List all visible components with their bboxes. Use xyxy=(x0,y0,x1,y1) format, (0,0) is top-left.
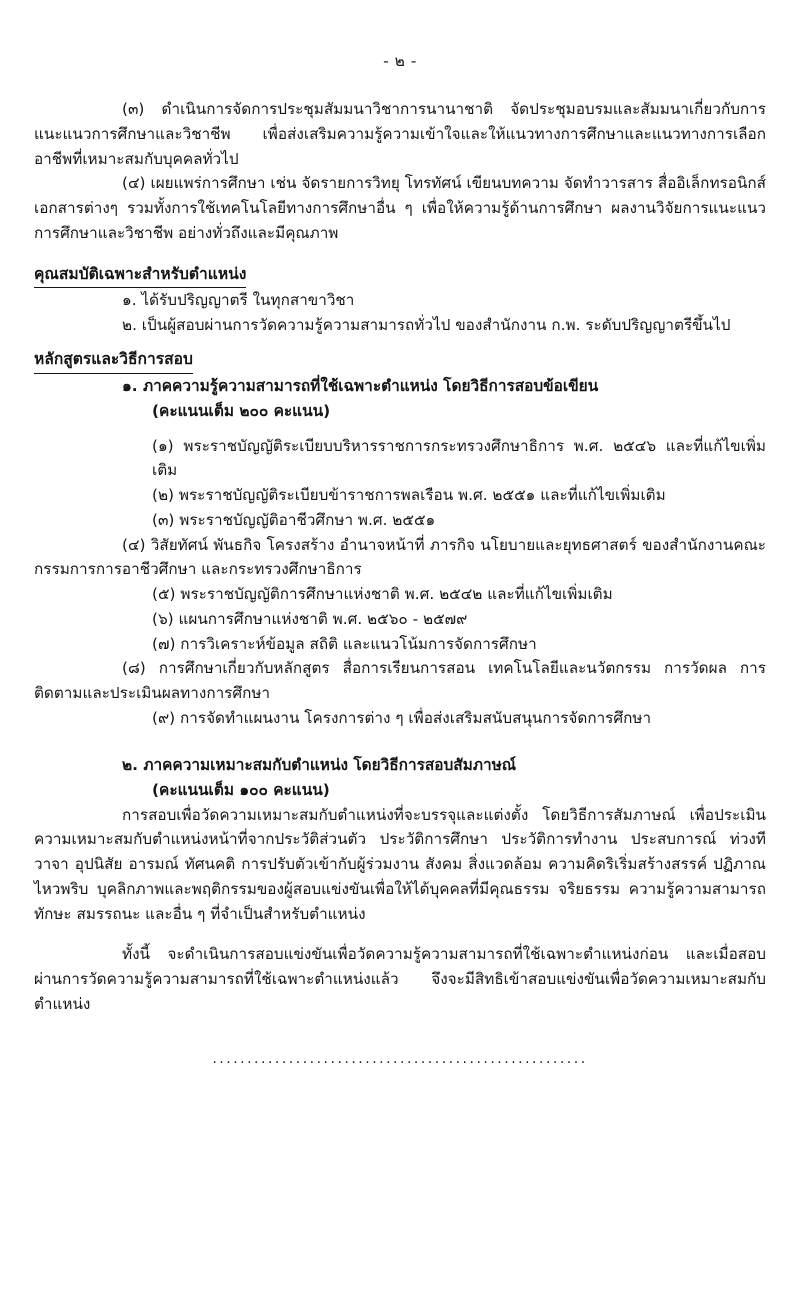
spacer xyxy=(34,337,766,347)
part2-body: การสอบเพื่อวัดความเหมาะสมกับตำแหน่งที่จะบรรจุและแต่งตั้ง โดยวิธีการสัมภาษณ์ เพื่อประเมินความเหมาะสมกับตำแหน่งหน้าที่จากประวัติส่วนตัว ประวัติการศึกษา ประวัติการทำงาน ประสบการณ์ ท่วงทีวาจา อุปนิสัย อารมณ์ ทัศนคติ การปรับตัวเข้ากับผู้ร่วมงาน สังคม สิ่งแวดล้อม ความคิดริเริ่มสร้างสรรค์ ปฏิภาณไหวพริบ บุคลิกภาพและพฤติกรรมของผู้สอบแข่งขันเพื่อให้ได้บุคคลที่มีคุณธรรม จริยธรรม ความรู้ความสามารถ ทักษะ สมรรถนะ และอื่น ๆ ที่จำเป็นสำหรับตำแหน่ง xyxy=(34,805,766,923)
part1-item: (๖) แผนการศึกษาแห่งชาติ พ.ศ. ๒๕๖๐ - ๒๕๗๙ xyxy=(152,609,468,628)
qualification-item-1: ๑. ได้รับปริญญาตรี ในทุกสาขาวิชา xyxy=(122,290,355,309)
page-number: - ๒ - xyxy=(383,52,417,70)
footer-separator: ...................................................... xyxy=(212,1050,588,1067)
part1-item: (๕) พระราชบัญญัติการศึกษาแห่งชาติ พ.ศ. ๒๕๔๒ และที่แก้ไขเพิ่มเติม xyxy=(152,585,613,604)
part1-item: (๘) การศึกษาเกี่ยวกับหลักสูตร สื่อการเรียนการสอน เทคโนโลยีและนวัตกรรม การวัดผล การติดตามและประเมินผลทางการศึกษา xyxy=(34,659,766,703)
part1-item: (๙) การจัดทำแผนงาน โครงการต่าง ๆ เพื่อส่งเสริมสนับสนุนการจัดการศึกษา xyxy=(152,708,652,727)
part1-item: (๑) พระราชบัญญัติระเบียบบริหารราชการกระทรวงศึกษาธิการ พ.ศ. ๒๕๔๖ และที่แก้ไขเพิ่มเติม xyxy=(152,436,766,480)
paragraph-item-4: (๔) เผยแพร่การศึกษา เช่น จัดรายการวิทยุ โทรทัศน์ เขียนบทความ จัดทำวารสาร สื่ออิเล็กทรอนิกส์ เอกสารต่างๆ รวมทั้งการใช้เทคโนโลยีทางการศึกษาอื่น ๆ เพื่อให้ความรู้ด้านการศึกษา ผลงานวิจัยการแนะแนวการศึกษาและวิชาชีพ อย่างทั่วถึงและมีคุณภาพ xyxy=(34,174,766,242)
closing-paragraph: ทั้งนี้ จะดำเนินการสอบแข่งขันเพื่อวัดความรู้ความสามารถที่ใช้เฉพาะตำแหน่งก่อน และเมื่อสอบผ่านการวัดความรู้ความสามารถที่ใช้เฉพาะตำแหน่งแล้ว จึงจะมีสิทธิเข้าสอบแข่งขันเพื่อวัดความเหมาะสมกับตำแหน่ง xyxy=(34,945,766,1013)
spacer xyxy=(34,424,766,434)
qualification-item-2: ๒. เป็นผู้สอบผ่านการวัดความรู้ความสามารถทั่วไป ของสำนักงาน ก.พ. ระดับปริญญาตรีขึ้นไป xyxy=(122,315,731,334)
paragraph-item-3: (๓) ดำเนินการจัดการประชุมสัมมนาวิชาการนานาชาติ จัดประชุมอบรมและสัมมนาเกี่ยวกับการแนะแนวการศึกษาและวิชาชีพ เพื่อส่งเสริมความรู้ความเข้าใจและให้แนวทางการศึกษาและแนวทางการเลือกอาชีพที่เหมาะสมกับบุคคลทั่วไป xyxy=(34,100,766,168)
section-heading-qualifications xyxy=(34,262,766,288)
section-heading-curriculum xyxy=(34,347,766,373)
spacer xyxy=(34,926,766,942)
part1-item: (๗) การวิเคราะห์ข้อมูล สถิติ และแนวโน้มการจัดการศึกษา xyxy=(152,634,537,653)
section-heading-curriculum-text: หลักสูตรและวิธีการสอบ xyxy=(34,347,193,373)
section-heading-qualifications-text: คุณสมบัติเฉพาะสำหรับตำแหน่ง xyxy=(34,262,246,288)
part2-score: (คะแนนเต็ม ๑๐๐ คะแนน) xyxy=(152,780,330,799)
part1-item: (๔) วิสัยทัศน์ พันธกิจ โครงสร้าง อำนาจหน้าที่ ภารกิจ นโยบายและยุทธศาสตร์ ของสำนักงานคณะกรรมการการอาชีวศึกษา และกระทรวงศึกษาธิการ xyxy=(34,535,766,579)
part1-score: (คะแนนเต็ม ๒๐๐ คะแนน) xyxy=(152,401,331,420)
part1-title: ๑. ภาคความรู้ความสามารถที่ใช้เฉพาะตำแหน่ง โดยวิธีการสอบข้อเขียน xyxy=(122,376,599,395)
part2-title: ๒. ภาคความเหมาะสมกับตำแหน่ง โดยวิธีการสอบสัมภาษณ์ xyxy=(122,755,517,774)
spacer xyxy=(34,246,766,262)
part1-item: (๓) พระราชบัญญัติอาชีวศึกษา พ.ศ. ๒๕๕๑ xyxy=(152,510,436,529)
part1-item: (๒) พระราชบัญญัติระเบียบข้าราชการพลเรือน พ.ศ. ๒๕๕๑ และที่แก้ไขเพิ่มเติม xyxy=(152,486,666,505)
spacer xyxy=(34,731,766,753)
